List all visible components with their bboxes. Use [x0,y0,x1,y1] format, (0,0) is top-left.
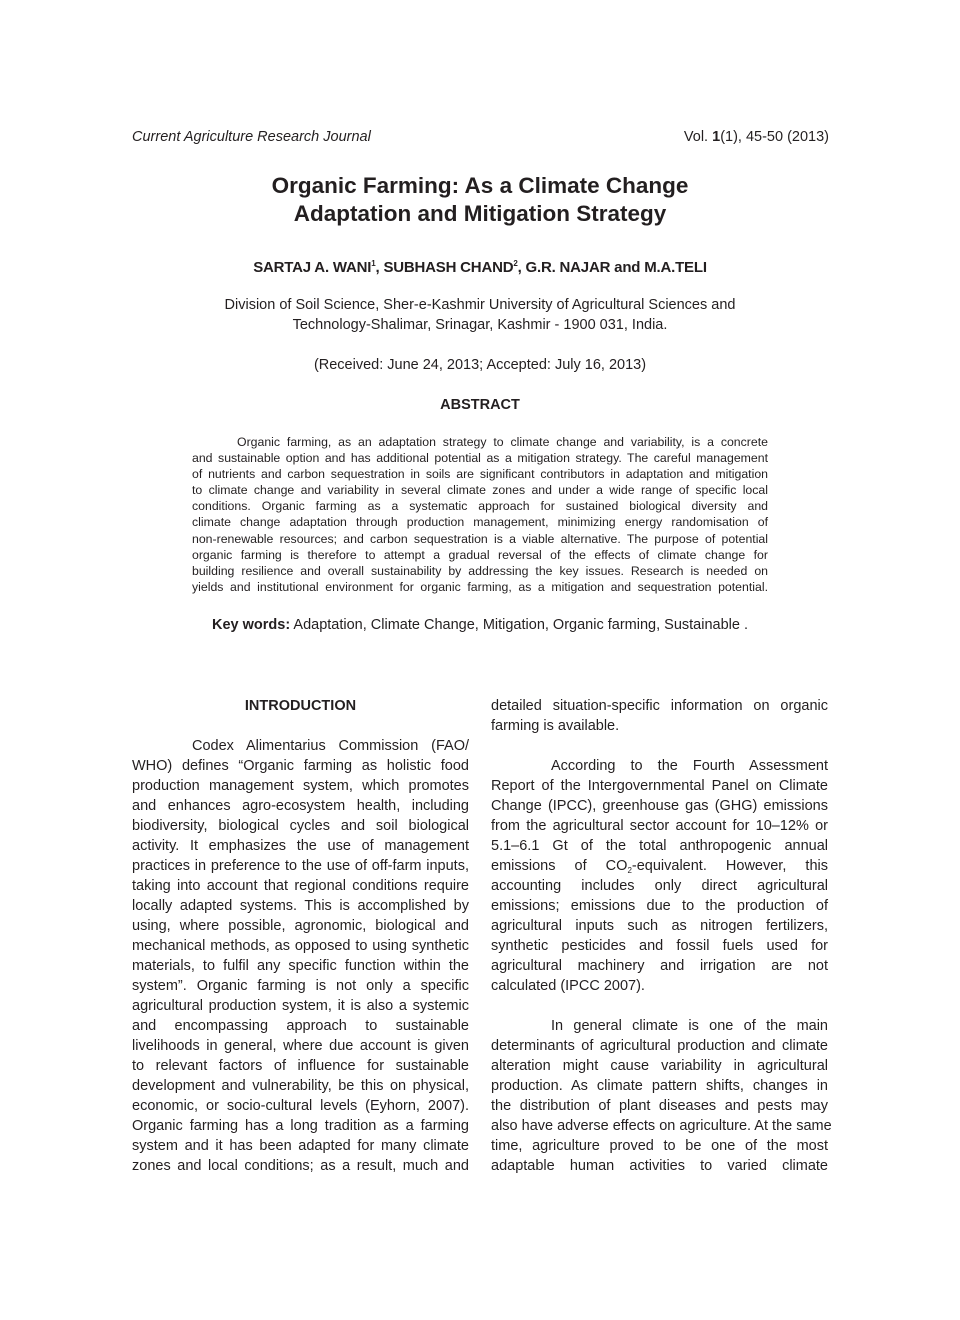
body-line: development and vulnerability, be this on physical, [132,1078,469,1094]
body-line: taking into account that regional conditions require [132,878,469,894]
abstract-body [192,434,768,595]
body-line: time, agriculture proved to be one of the most [491,1138,828,1154]
author: M.A.TELI [644,259,707,276]
body-column-right [491,696,832,1176]
keywords-label: Key words: [212,617,291,633]
body-line: locally adapted systems. This is accomplished by [132,898,469,914]
abstract-heading: ABSTRACT [440,397,520,413]
abstract-line: non-renewable resources; and carbon sequestration is a viable alternative. The purpose of potential [192,531,768,546]
keywords [100,615,860,635]
body-line: alteration might cause variability in agricultural [491,1058,828,1074]
body-line: 5.1–6.1 Gt of the total anthropogenic annual [491,838,828,854]
body-line: accounting includes only direct agricultural [491,878,828,894]
body-line: According to the Fourth Assessment [551,758,828,774]
body-line: economic, or socio-cultural levels (Eyhorn, 2007). [132,1098,469,1114]
body-line: production management system, which promotes [132,778,469,794]
body-line: agricultural machinery and irrigation are not [491,958,828,974]
body-line: livelihoods in general, where due account is given [132,1038,469,1054]
body-line: determinants of agricultural production and climate [491,1038,828,1054]
body-line: and enhances agro-ecosystem health, including [132,798,469,814]
volume-info: Vol. 1(1), 45-50 (2013) [683,129,829,145]
abstract-line: Organic farming, as an adaptation strategy to climate change and variability, is a concrete [237,435,768,449]
body-line: and encompassing approach to sustainable [132,1018,469,1034]
body-line-co2: emissions of $CO_2$-equivalent. However, this [491,858,828,875]
paper-title: Organic Farming: As a Climate Change Adaptation and Mitigation Strategy [271,173,689,226]
body-line: agricultural production system, it is also a systemic [132,998,469,1014]
journal-name: Current Agriculture Research Journal [132,129,371,145]
body-line: materials, to fulfil any specific function within the [132,958,469,974]
abstract-line: yields and institutional environment for organic farming, as a mitigation and sequestration potential. [192,579,768,594]
abstract-line: and sustainable option and has additional potential as a mitigation strategy. The careful management [192,451,768,466]
body-line: production. As climate pattern shifts, changes in [491,1078,828,1094]
author: SARTAJ A. WANI [253,259,372,276]
body-line: the distribution of plant diseases and pests may [491,1098,828,1114]
body-line: from the agricultural sector account for 10–12% or [491,818,828,834]
body-line: calculated (IPCC 2007). [491,978,645,994]
body-line: to relevant factors of influence for sustainable [132,1058,469,1074]
body-line: zones and local conditions; as a result, much and [132,1158,469,1174]
body-line: adaptable human activities to varied climate [491,1158,828,1174]
author: SUBHASH CHAND [383,259,514,276]
body-line: Report of the Intergovernmental Panel on Climate [491,778,828,794]
body-line: In general climate is one of the main [551,1018,828,1034]
running-head [132,129,829,149]
body-line: farming is available. [491,718,620,734]
body-line: emissions; emissions due to the production of [491,898,828,914]
abstract-line: building resilience and overall sustainability by addressing the key issues. Research is needed on [192,563,768,578]
body-line: Organic farming has a long tradition as a farming [132,1118,469,1134]
body-line: using, where possible, agronomic, biological and [132,918,469,934]
keywords-value: Adaptation, Climate Change, Mitigation, Organic farming, Sustainable . [290,617,748,633]
author-affiliation-mark: 1 [371,259,376,268]
body-line: biodiversity, biological cycles and soil biological [132,818,469,834]
body-line: activity. It emphasizes the use of management [132,838,469,854]
abstract-line: to climate change and variability in several climate zones and under a wide range of specific local [192,483,768,498]
section-heading-introduction: INTRODUCTION [244,698,357,714]
volume-number: 1 [712,129,721,145]
body-line: system and it has been adapted for many climate [132,1138,469,1154]
body-line: synthetic pesticides and fossil fuels used for [491,938,828,954]
body-line: practices in preference to the use of off-farm inputs, [132,858,469,874]
body-line: also have adverse effects on agriculture. At the same [491,1118,832,1134]
body-line: mechanical methods, as opposed to using synthetic [132,938,469,954]
abstract-line: of nutrients and carbon sequestration in soils are significant contributors in adaptation and mitigation [192,467,768,482]
body-line: Codex Alimentarius Commission (FAO/ [192,738,469,754]
author-list: SARTAJ A. WANI$^1$, SUBHASH CHAND$^2$, G.R. NAJAR and M.A.TELI [253,259,707,276]
abstract-line: conditions. Organic farming as a systematic approach for sustained biological diversity and [192,499,768,514]
received-accepted-dates: (Received: June 24, 2013; Accepted: July 16, 2013) [313,357,647,373]
body-line: detailed situation-specific information on organic [491,698,828,714]
abstract-line: organic farming is therefore to attempt a gradual reversal of the effects of climate change for [192,547,768,562]
abstract-line: climate change adaptation through production management, minimizing energy randomisation of [192,515,768,530]
body-line: agricultural inputs such as nitrogen fertilizers, [491,918,828,934]
body-column-left [132,696,469,1176]
author-affiliation-mark: 2 [513,259,518,268]
body-line: system”. Organic farming is not only a specific [132,978,469,994]
author: G.R. NAJAR [525,259,611,276]
body-line: WHO) defines “Organic farming as holistic food [132,758,469,774]
affiliation: Division of Soil Science, Sher-e-Kashmir University of Agricultural Sciences and Technology-Shalimar, Srinagar, Kashmir - 1900 031, India. [224,297,736,333]
body-line: Change (IPCC), greenhouse gas (GHG) emissions [491,798,828,814]
